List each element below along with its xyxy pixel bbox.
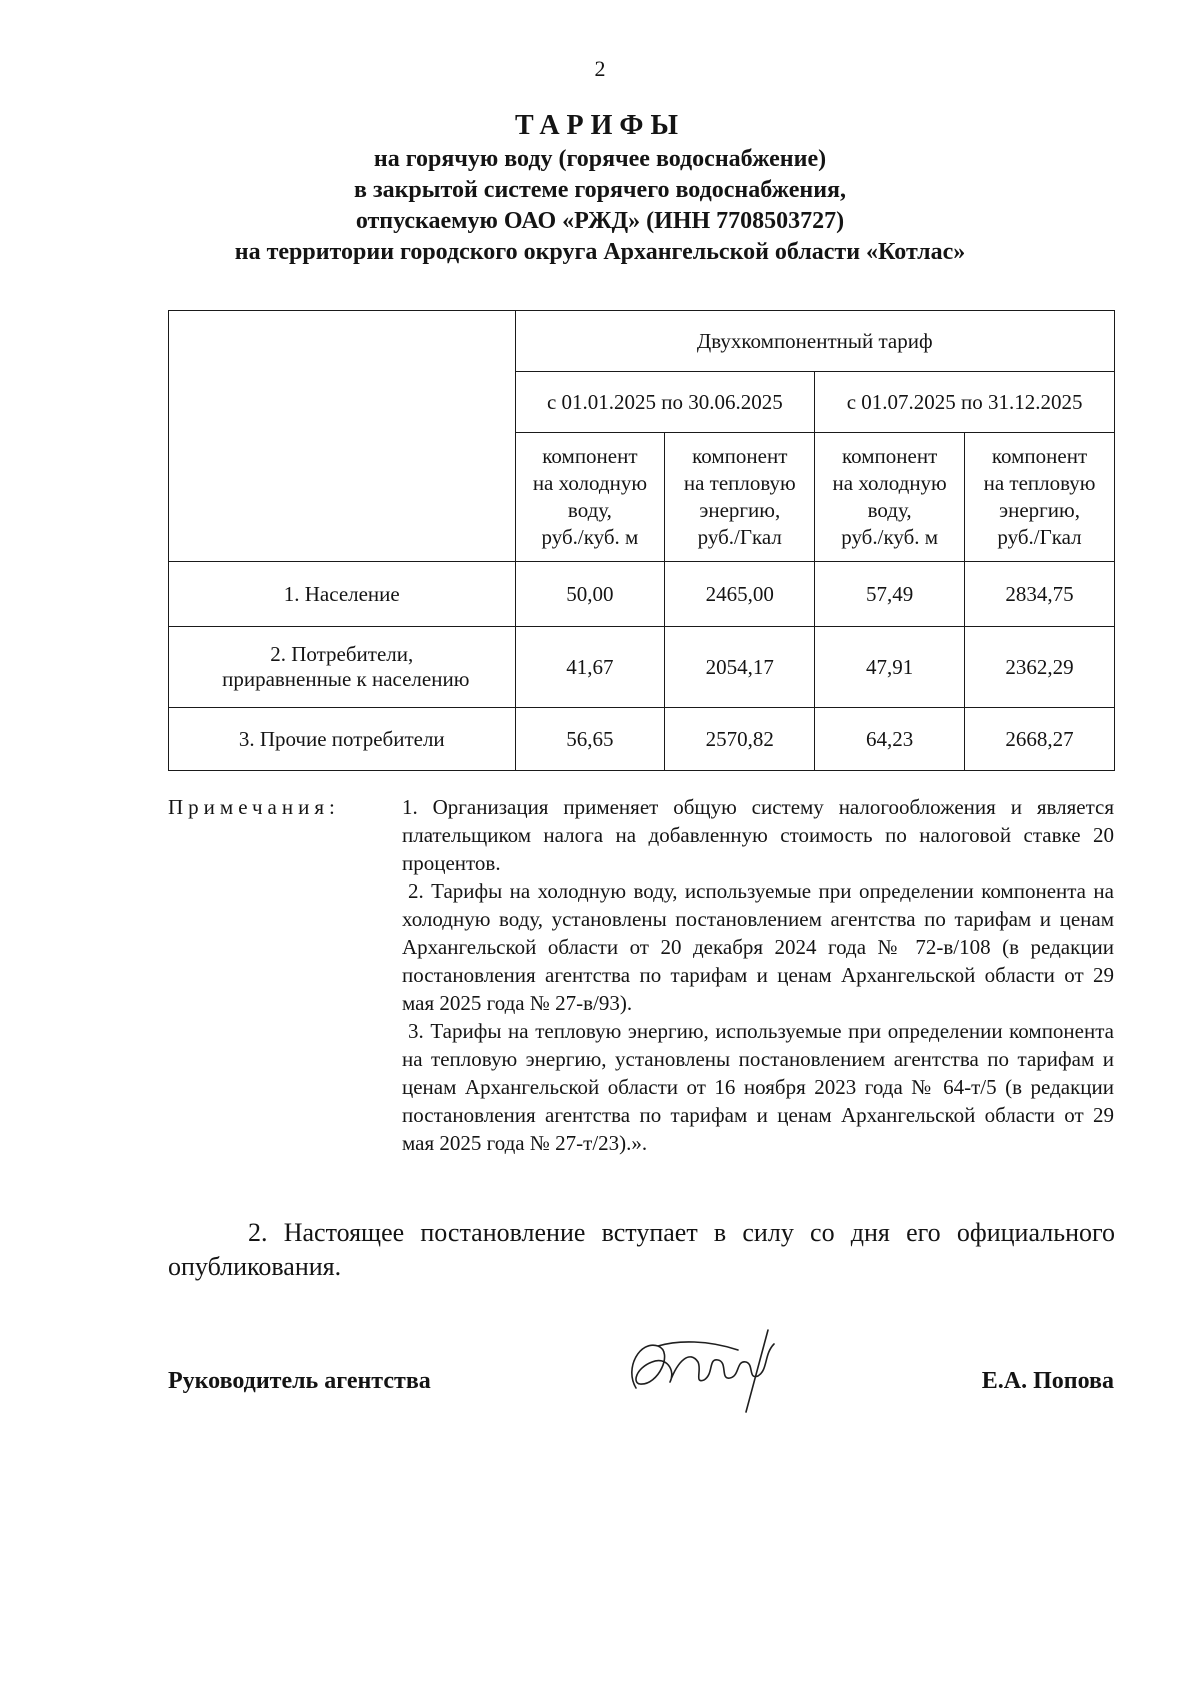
note-item-3: 3. Тарифы на тепловую энергию, используемые при определении компонента на тепловую энергию, установлены постановлением агентства по тарифам и ценам Архангельской области от 16 ноября 2023 года № 64-т/5 (в редакции постановления агентства по тарифам и ценам Архангельской области от 29 мая 2025 года № 27-т/23).». [402,1019,1114,1155]
table-cell: 2834,75 [965,562,1115,627]
component-heat-header-1: компонент на тепловую энергию, руб./Гкал [665,433,815,562]
document-title [0,108,1200,268]
table-cell: 2668,27 [965,708,1115,771]
table-cell: 64,23 [815,708,965,771]
note-item-1: 1. Организация применяет общую систему налогообложения и является плательщиком налога на добавленную стоимость по налоговой ставке 20 процентов. [402,795,1114,875]
handwritten-signature [618,1310,798,1420]
signatory-name: Е.А. Попова [981,1368,1114,1394]
table-cell: 50,00 [515,562,665,627]
table-cell: 2465,00 [665,562,815,627]
title-main: ТАРИФЫ [515,110,685,141]
table-cell: 2570,82 [665,708,815,771]
row-label: 1. Население [169,562,516,627]
component-heat-header-2: компонент на тепловую энергию, руб./Гкал [965,433,1115,562]
title-line-1: на горячую воду (горячее водоснабжение) [373,146,827,172]
period-2-header: с 01.07.2025 по 31.12.2025 [815,372,1115,433]
table-row [169,562,1115,627]
period-1-header: с 01.01.2025 по 30.06.2025 [515,372,815,433]
component-cold-header-2: компонент на холодную воду, руб./куб. м [815,433,965,562]
title-line-4: на территории городского округа Архангельской области «Котлас» [234,239,966,265]
notes-list [402,793,1114,1157]
row-label: 2. Потребители, приравненные к населению [169,627,516,708]
row-label: 3. Прочие потребители [169,708,516,771]
table-cell: 47,91 [815,627,965,708]
page-number: 2 [594,56,606,81]
notes-label: Примечания: [168,795,340,819]
component-cold-header-1: компонент на холодную воду, руб./куб. м [515,433,665,562]
table-cell: 56,65 [515,708,665,771]
table-cell: 57,49 [815,562,965,627]
title-line-2: в закрытой системе горячего водоснабжения, [353,177,847,203]
table-cell: 2054,17 [665,627,815,708]
tariff-type-header: Двухкомпонентный тариф [515,311,1115,372]
note-item-2: 2. Тарифы на холодную воду, используемые при определении компонента на холодную воду, установлены постановлением агентства по тарифам и ценам Архангельской области от 20 декабря 2024 года № 72-в/108 (в редакции постановления агентства по тарифам и ценам Архангельской области от 29 мая 2025 года № 27-в/93). [402,879,1114,1015]
effective-clause: 2. Настоящее постановление вступает в силу со дня его официального опубликования. [168,1218,1115,1281]
table-row [169,627,1115,708]
tariff-table [168,310,1115,771]
signatory-position: Руководитель агентства [168,1368,431,1394]
table-cell: 2362,29 [965,627,1115,708]
title-line-3: отпускаемую ОАО «РЖД» (ИНН 7708503727) [355,208,845,234]
table-corner-cell [169,311,516,562]
table-cell: 41,67 [515,627,665,708]
table-row [169,708,1115,771]
